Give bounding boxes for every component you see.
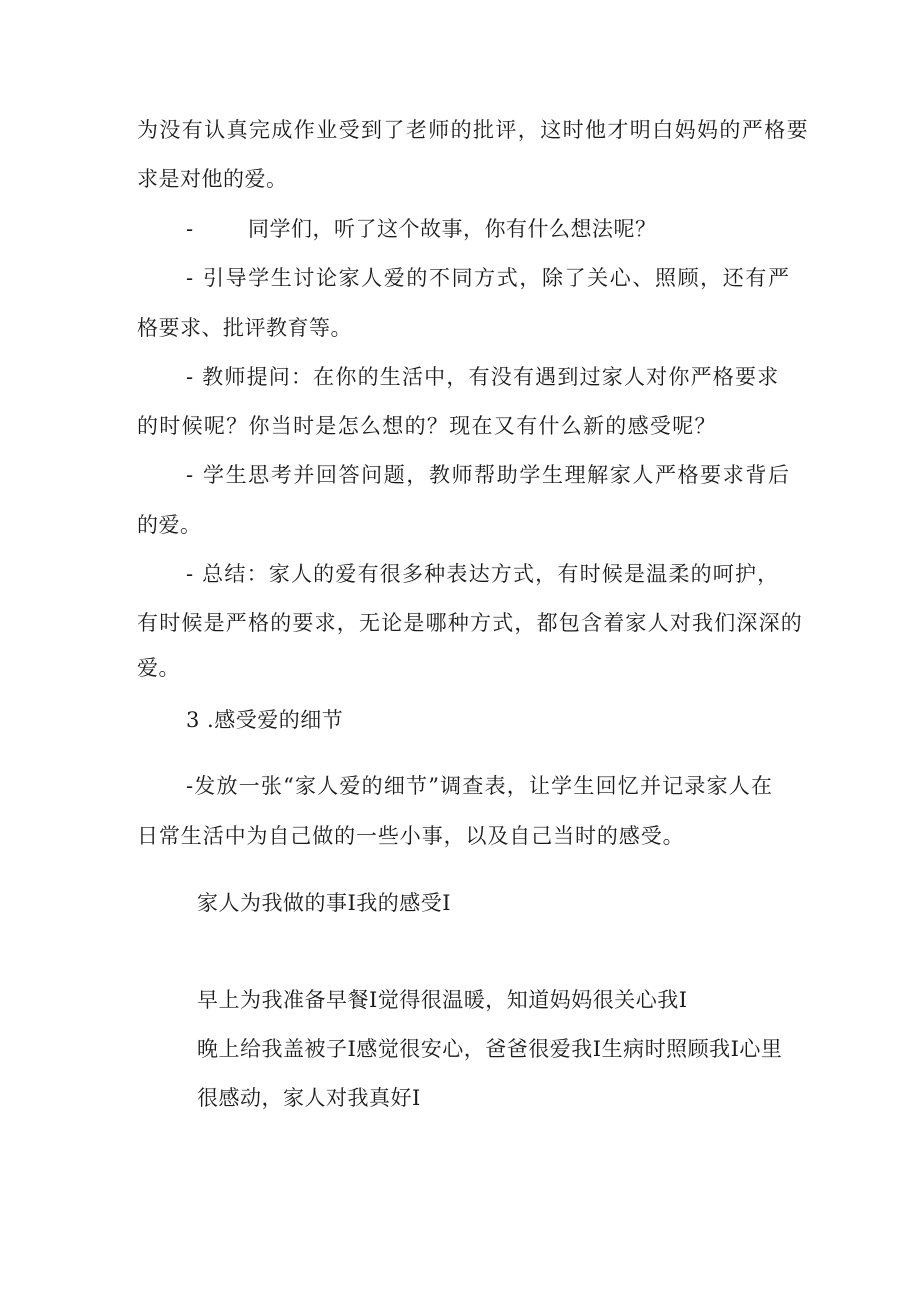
question-line bbox=[186, 215, 657, 243]
paragraph-line: -发放一张“家人爱的细节”调查表，让学生回忆并记录家人在 bbox=[186, 774, 774, 798]
paragraph-line: 爱。 bbox=[137, 656, 180, 680]
question-text: 同学们，听了这个故事，你有什么想法呢？ bbox=[248, 217, 657, 241]
section-heading: 3 .感受爱的细节 bbox=[186, 708, 344, 732]
paragraph-line: 求是对他的爱。 bbox=[137, 167, 288, 191]
paragraph-line: 的时候呢？你当时是怎么想的？现在又有什么新的感受呢？ bbox=[137, 414, 717, 438]
paragraph-line: - 引导学生讨论家人爱的不同方式，除了关心、照顾，还有严 bbox=[186, 266, 791, 290]
paragraph-line: - 总结：家人的爱有很多种表达方式，有时候是温柔的呵护， bbox=[186, 562, 780, 586]
paragraph-line: 格要求、批评教育等。 bbox=[137, 316, 352, 340]
paragraph-line: - 教师提问：在你的生活中，有没有遇到过家人对你严格要求 bbox=[186, 365, 780, 389]
table-row: 早上为我准备早餐I觉得很温暖，知道妈妈很关心我I bbox=[197, 988, 688, 1012]
paragraph-line: 日常生活中为自己做的一些小事，以及自己当时的感受。 bbox=[137, 824, 685, 848]
table-row: 很感动，家人对我真好I bbox=[197, 1086, 421, 1110]
table-row: 晚上给我盖被子I感觉很安心，爸爸很爱我I生病时照顾我I心里 bbox=[197, 1037, 783, 1061]
paragraph-line: 为没有认真完成作业受到了老师的批评，这时他才明白妈妈的严格要 bbox=[137, 118, 809, 142]
list-dash: - bbox=[186, 217, 194, 241]
table-header: 家人为我做的事I我的感受I bbox=[197, 891, 452, 915]
paragraph-line: 的爱。 bbox=[137, 513, 202, 537]
paragraph-line: - 学生思考并回答问题，教师帮助学生理解家人严格要求背后 bbox=[186, 463, 791, 487]
paragraph-line: 有时候是严格的要求，无论是哪种方式，都包含着家人对我们深深的 bbox=[137, 611, 803, 635]
